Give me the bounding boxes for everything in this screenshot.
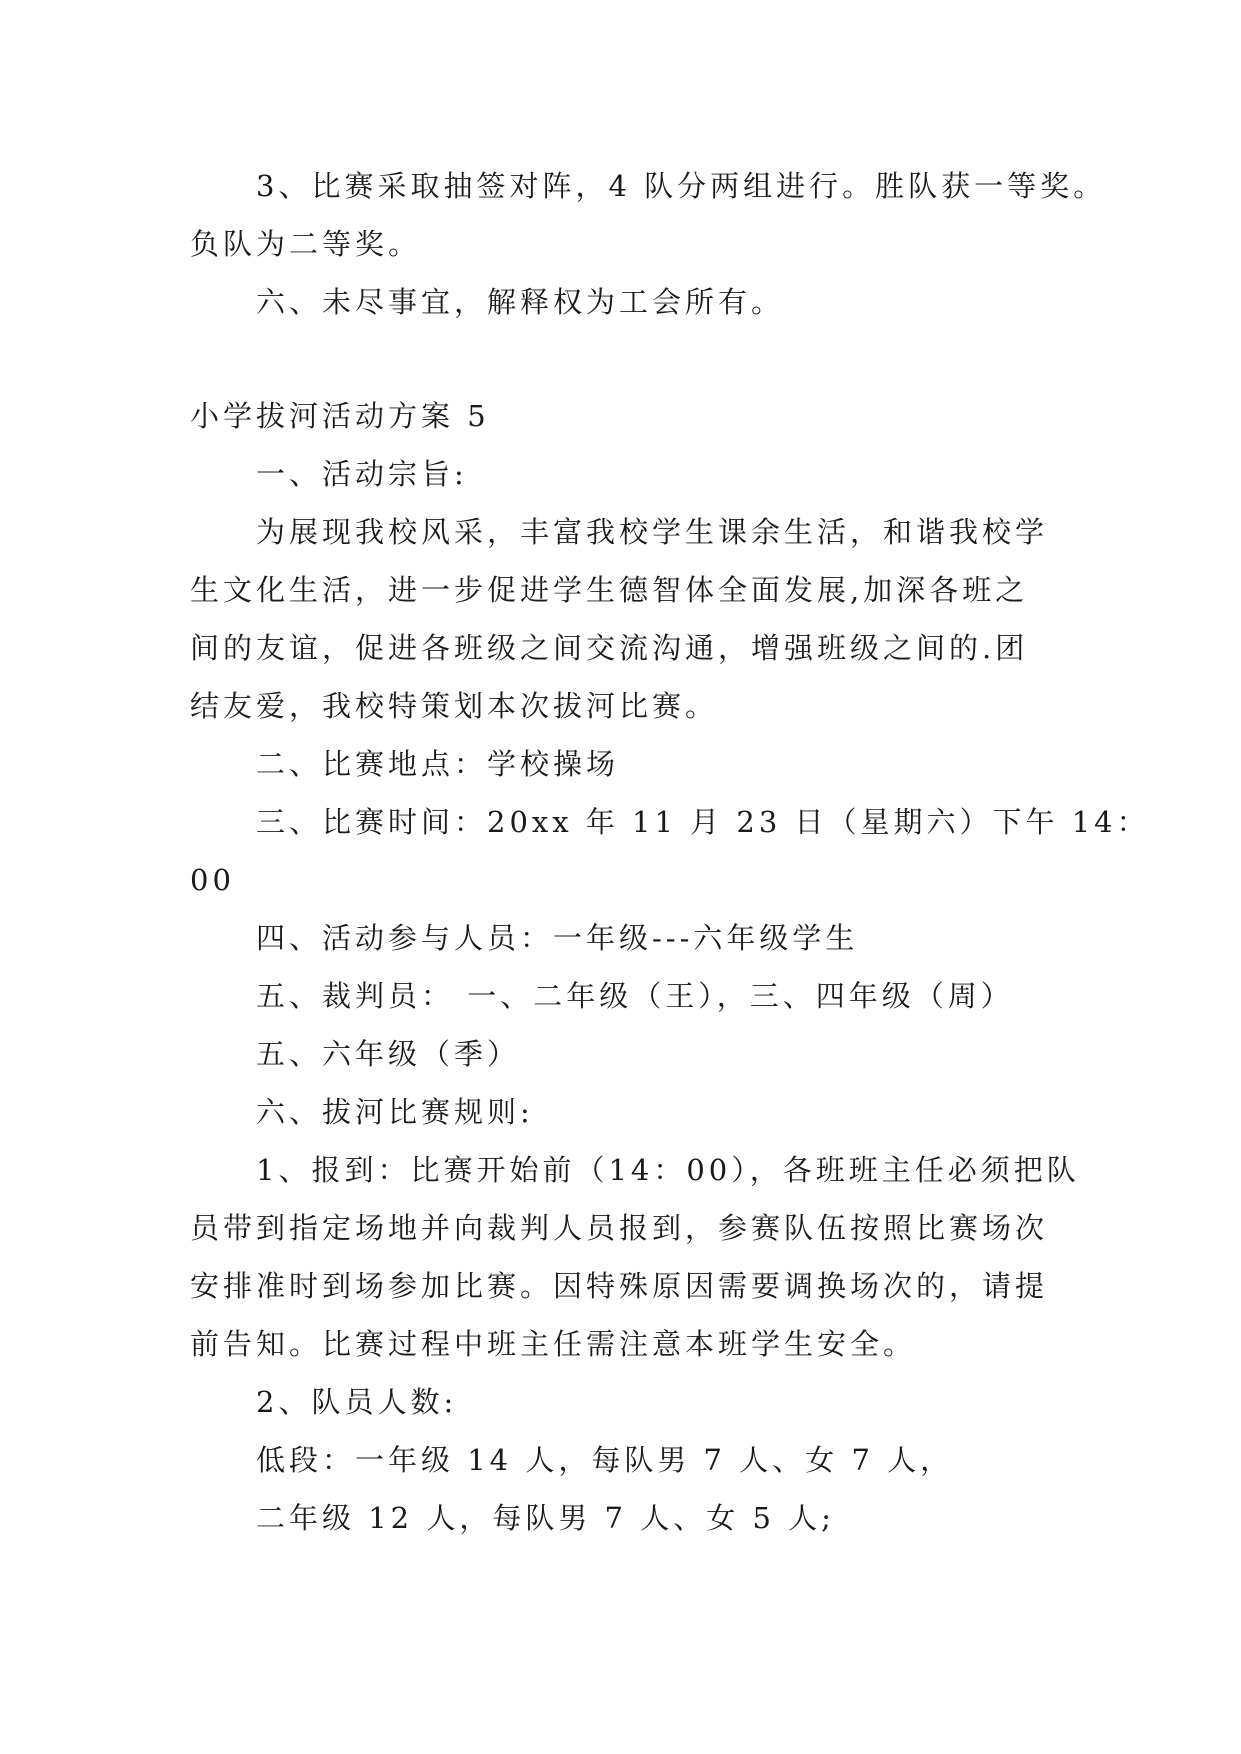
rule2-line: 二年级 12 人，每队男 7 人、女 5 人; [256, 1501, 835, 1535]
purpose-line: 间的友谊，促进各班级之间交流沟通，增强班级之间的.团 [190, 631, 1029, 665]
rule1-line: 1、报到：比赛开始前（14：00），各班班主任必须把队 [256, 1153, 1080, 1187]
paragraph-line: 六、未尽事宜，解释权为工会所有。 [256, 285, 785, 319]
rule2-line: 低段：一年级 14 人，每队男 7 人、女 7 人， [256, 1443, 954, 1477]
purpose-line: 结友爱，我校特策划本次拔河比赛。 [190, 689, 719, 723]
venue-line: 二、比赛地点：学校操场 [256, 747, 620, 781]
participants-line: 四、活动参与人员：一年级---六年级学生 [256, 921, 859, 955]
rule1-line: 员带到指定场地并向裁判人员报到，参赛队伍按照比赛场次 [190, 1211, 1049, 1245]
purpose-heading: 一、活动宗旨: [256, 457, 468, 491]
rule2-heading: 2、队员人数: [256, 1385, 458, 1419]
rule1-line: 安排准时到场参加比赛。因特殊原因需要调换场次的，请提 [190, 1269, 1049, 1303]
time-line: 00 [190, 863, 235, 897]
paragraph-line: 3、比赛采取抽签对阵，4 队分两组进行。胜队获一等奖。 [256, 169, 1107, 203]
time-line: 三、比赛时间：20xx 年 11 月 23 日（星期六）下午 14： [256, 805, 1150, 839]
referees-line: 五、裁判员： 一、二年级（王），三、四年级（周） [256, 979, 1014, 1013]
purpose-line: 生文化生活，进一步促进学生德智体全面发展,加深各班之 [190, 573, 1029, 607]
rules-heading: 六、拔河比赛规则: [256, 1095, 534, 1129]
purpose-line: 为展现我校风采，丰富我校学生课余生活，和谐我校学 [256, 515, 1049, 549]
referees-line: 五、六年级（季） [256, 1037, 521, 1071]
rule1-line: 前告知。比赛过程中班主任需注意本班学生安全。 [190, 1327, 917, 1361]
paragraph-line: 负队为二等奖。 [190, 227, 422, 261]
section-title: 小学拔河活动方案 5 [190, 399, 490, 433]
